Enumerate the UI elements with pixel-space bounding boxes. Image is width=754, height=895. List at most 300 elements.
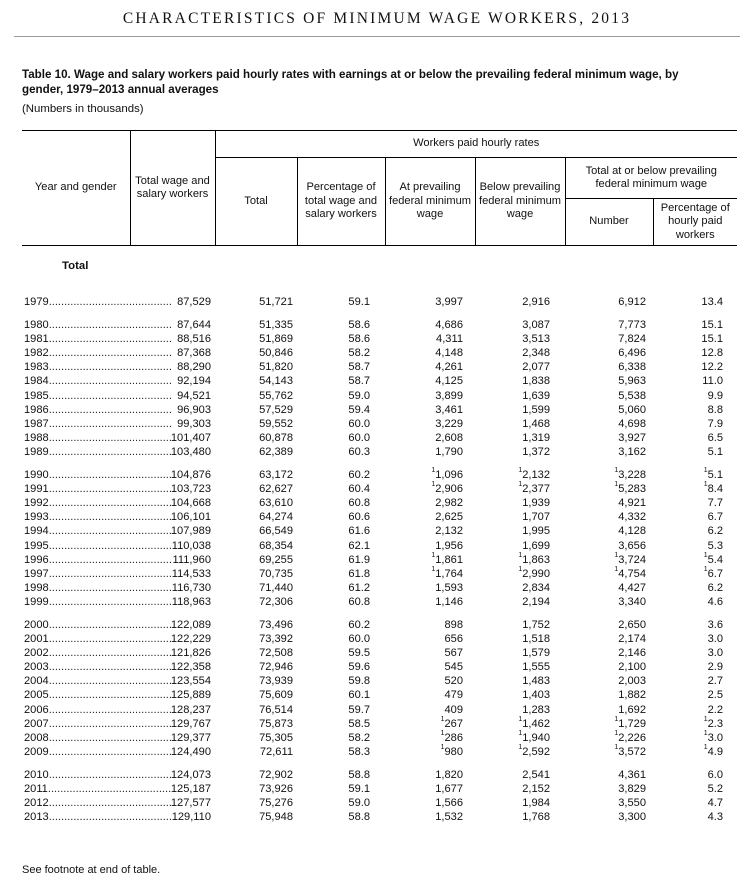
- cell-value: [385, 745, 475, 759]
- cell-number: 2,990: [522, 567, 550, 580]
- cell-number: 4,686: [435, 319, 463, 332]
- cell-value: [565, 403, 653, 417]
- footnote-marker: 1: [440, 743, 445, 751]
- table-row: [22, 674, 737, 688]
- cell-number: 129,767: [170, 717, 211, 730]
- cell-number: 3,340: [618, 595, 646, 608]
- cell-value: [385, 468, 475, 482]
- cell-number: 110,038: [171, 539, 211, 552]
- cell-value: [475, 768, 565, 782]
- cell-number: 60.3: [348, 445, 370, 458]
- cell-value: [653, 374, 737, 388]
- cell-value: [297, 595, 385, 609]
- footnote: See footnote at end of table.: [22, 864, 161, 876]
- year-label: 2013: [24, 811, 49, 824]
- cell-value: [385, 445, 475, 459]
- row-year: [22, 482, 172, 496]
- cell-number: 2,916: [522, 296, 550, 308]
- footnote-marker: 1: [703, 743, 708, 751]
- cell-value: [385, 646, 475, 660]
- footnote-marker: 1: [703, 565, 708, 573]
- header-group-hourly: Workers paid hourly rates: [215, 131, 737, 158]
- row-year: [22, 768, 172, 782]
- header-total: Total: [215, 158, 297, 246]
- leader-dots: ........................................: [48, 703, 172, 716]
- footnote-marker: 1: [431, 481, 436, 489]
- cell-value: [297, 510, 385, 524]
- group-spacer: [22, 286, 737, 295]
- cell-number: 6.7: [707, 567, 724, 580]
- cell-number: 61.9: [348, 553, 370, 566]
- cell-value: [475, 674, 565, 688]
- cell-value: [215, 810, 297, 824]
- cell-value: [653, 553, 737, 567]
- cell-number: 58.5: [348, 717, 370, 730]
- row-year: [22, 360, 172, 374]
- cell-number: 75,305: [259, 731, 293, 744]
- cell-number: 122,358: [170, 661, 211, 674]
- cell-value: [475, 796, 565, 810]
- cell-value: [385, 389, 475, 403]
- table-row: [22, 318, 737, 332]
- cell-value: [297, 318, 385, 332]
- cell-number: 1,677: [435, 783, 463, 795]
- row-year: [22, 703, 172, 717]
- cell-value: [475, 717, 565, 731]
- year-label: 2010: [24, 768, 49, 781]
- cell-number: 58.3: [348, 745, 370, 758]
- cell-number: 1,764: [435, 567, 463, 580]
- cell-number: 1,146: [435, 595, 463, 608]
- year-label: 1991: [24, 483, 49, 496]
- cell-number: 1,984: [522, 797, 550, 810]
- cell-number: 3,997: [435, 296, 463, 308]
- cell-number: 4,921: [618, 497, 646, 510]
- footnote-marker: 1: [614, 743, 619, 751]
- footnote-marker: 1: [703, 467, 708, 475]
- cell-number: 62.1: [348, 539, 370, 552]
- cell-number: 4,361: [618, 768, 646, 781]
- leader-dots: ........................................: [48, 633, 172, 646]
- cell-value: [215, 482, 297, 496]
- cell-value: [297, 468, 385, 482]
- cell-value: [385, 374, 475, 388]
- header-total-wage-salary: Total wage and salary workers: [130, 131, 215, 246]
- cell-value: [297, 810, 385, 824]
- cell-number: 6.2: [707, 581, 724, 594]
- cell-value: [653, 389, 737, 403]
- cell-number: 69,255: [259, 553, 293, 566]
- cell-number: 58.6: [348, 333, 370, 346]
- cell-value: [653, 674, 737, 688]
- row-year: [22, 524, 172, 538]
- cell-value: [653, 567, 737, 581]
- cell-value: [653, 346, 737, 360]
- cell-number: 60.2: [348, 469, 370, 482]
- cell-value: [653, 646, 737, 660]
- table-row: [22, 796, 737, 810]
- cell-value: [475, 482, 565, 496]
- footnote-marker: 1: [518, 729, 523, 737]
- table-row: [22, 468, 737, 482]
- leader-dots: ........................................: [48, 539, 172, 552]
- cell-value: [297, 431, 385, 445]
- cell-number: 3,228: [618, 469, 646, 482]
- cell-number: 59.6: [348, 661, 370, 674]
- cell-value: [565, 660, 653, 674]
- footnote-marker: 1: [614, 481, 619, 489]
- cell-value: [215, 346, 297, 360]
- cell-number: 5,283: [618, 483, 646, 496]
- cell-number: 4,261: [435, 361, 463, 374]
- cell-value: [475, 360, 565, 374]
- cell-number: 129,377: [170, 731, 211, 744]
- year-label: 2003: [24, 661, 49, 674]
- cell-number: 2,650: [618, 618, 646, 631]
- cell-value: [385, 524, 475, 538]
- cell-value: [385, 403, 475, 417]
- cell-number: 92,194: [177, 375, 211, 388]
- cell-value: [653, 731, 737, 745]
- leader-dots: ........................................: [48, 581, 172, 594]
- cell-number: 5.1: [707, 469, 724, 482]
- cell-number: 6.5: [707, 431, 724, 444]
- cell-number: 2,077: [522, 361, 550, 374]
- cell-number: 73,392: [259, 633, 293, 646]
- row-year: [22, 496, 172, 510]
- cell-number: 1,768: [522, 811, 550, 824]
- cell-number: 1,599: [522, 403, 550, 416]
- table-row: [22, 810, 737, 824]
- cell-number: 2,174: [618, 633, 646, 646]
- cell-value: [215, 553, 297, 567]
- cell-value: [653, 510, 737, 524]
- footnote-marker: 1: [518, 565, 523, 573]
- cell-value: [297, 332, 385, 346]
- cell-number: 59.4: [348, 403, 370, 416]
- cell-value: [215, 445, 297, 459]
- cell-number: 1,820: [435, 768, 463, 781]
- cell-value: [565, 417, 653, 431]
- cell-number: 1,518: [522, 633, 550, 646]
- cell-number: 8.4: [707, 483, 724, 496]
- page-header: CHARACTERISTICS OF MINIMUM WAGE WORKERS, 2013: [122, 10, 632, 27]
- row-year: [22, 510, 172, 524]
- row-year: [22, 782, 172, 796]
- cell-value: [297, 782, 385, 796]
- cell-number: 72,611: [259, 745, 293, 758]
- cell-value: [653, 496, 737, 510]
- row-year: [22, 374, 172, 388]
- cell-value: [215, 403, 297, 417]
- cell-number: 2.7: [707, 675, 724, 688]
- cell-number: 1,863: [522, 553, 550, 566]
- cell-number: 59.1: [348, 296, 370, 308]
- cell-number: 60.0: [348, 431, 370, 444]
- cell-value: [653, 539, 737, 553]
- cell-value: [385, 332, 475, 346]
- cell-value: [653, 318, 737, 332]
- row-year: [22, 717, 172, 731]
- leader-dots: ........................................: [48, 497, 172, 510]
- cell-value: [653, 688, 737, 702]
- cell-number: 114,533: [171, 567, 211, 580]
- cell-value: [215, 581, 297, 595]
- cell-value: [297, 660, 385, 674]
- cell-number: 4.7: [707, 797, 724, 810]
- cell-number: 4.9: [707, 745, 724, 758]
- cell-value: [215, 295, 297, 309]
- cell-value: [653, 782, 737, 796]
- cell-number: 60.6: [348, 511, 370, 524]
- footnote-marker: 1: [440, 715, 445, 723]
- cell-value: [475, 731, 565, 745]
- year-label: 2009: [24, 745, 49, 758]
- cell-number: 5,060: [618, 403, 646, 416]
- cell-number: 1,566: [435, 797, 463, 810]
- cell-number: 127,577: [170, 797, 211, 810]
- row-year: [22, 553, 172, 567]
- footnote-marker: 1: [614, 551, 619, 559]
- cell-number: 51,335: [259, 319, 293, 332]
- cell-number: 7.9: [707, 417, 724, 430]
- cell-value: [297, 674, 385, 688]
- row-year: [22, 403, 172, 417]
- cell-value: [475, 782, 565, 796]
- cell-value: [215, 674, 297, 688]
- leader-dots: ........................................: [48, 647, 172, 660]
- table-row: [22, 482, 737, 496]
- cell-value: [565, 295, 653, 309]
- header-pct-hourly: Percentage of hourly paid workers: [653, 199, 737, 246]
- cell-number: 62,627: [259, 483, 293, 496]
- data-table: [22, 130, 737, 824]
- header-group-at-below: Total at or below prevailing federal minimum wage: [565, 158, 737, 199]
- leader-dots: ........................................: [48, 768, 172, 781]
- cell-value: [215, 595, 297, 609]
- cell-number: 980: [444, 745, 463, 758]
- row-year: [22, 595, 172, 609]
- cell-number: 1,838: [522, 375, 550, 388]
- year-label: 2007: [24, 717, 49, 730]
- footnote-marker: 1: [431, 467, 436, 475]
- cell-value: [475, 389, 565, 403]
- cell-number: 7.7: [707, 497, 724, 510]
- cell-value: [297, 646, 385, 660]
- row-year: [22, 688, 172, 702]
- cell-number: 106,101: [170, 511, 211, 524]
- cell-number: 1,790: [435, 445, 463, 458]
- cell-number: 3.6: [707, 618, 724, 631]
- cell-number: 1,532: [435, 811, 463, 824]
- cell-number: 59.1: [348, 783, 370, 795]
- cell-value: [297, 796, 385, 810]
- cell-value: [297, 768, 385, 782]
- cell-value: [297, 618, 385, 632]
- cell-number: 88,516: [177, 333, 211, 346]
- cell-value: [565, 496, 653, 510]
- row-year: [22, 332, 172, 346]
- header-at-min: At prevailing federal minimum wage: [385, 158, 475, 246]
- cell-number: 121,826: [170, 647, 211, 660]
- row-year: [22, 632, 172, 646]
- row-year: [22, 567, 172, 581]
- cell-value: [475, 553, 565, 567]
- table-row: [22, 581, 737, 595]
- cell-value: [385, 660, 475, 674]
- year-label: 2004: [24, 675, 49, 688]
- cell-number: 3,229: [435, 417, 463, 430]
- cell-value: [653, 482, 737, 496]
- cell-number: 4,754: [618, 567, 646, 580]
- cell-number: 60.8: [348, 595, 370, 608]
- cell-value: [475, 745, 565, 759]
- leader-dots: ........................................: [47, 783, 172, 795]
- cell-number: 125,889: [170, 689, 211, 702]
- leader-dots: ........................................: [48, 469, 172, 482]
- cell-number: 59,552: [259, 417, 293, 430]
- cell-value: [215, 567, 297, 581]
- cell-number: 1,319: [522, 431, 550, 444]
- cell-value: [653, 768, 737, 782]
- cell-value: [565, 539, 653, 553]
- footnote-marker: 1: [614, 565, 619, 573]
- cell-number: 1,372: [522, 445, 550, 458]
- cell-number: 107,989: [170, 525, 211, 538]
- cell-value: [475, 646, 565, 660]
- cell-number: 2,226: [618, 731, 646, 744]
- year-label: 1998: [24, 581, 49, 594]
- cell-value: [385, 688, 475, 702]
- cell-number: 58.7: [348, 361, 370, 374]
- cell-number: 2,377: [522, 483, 550, 496]
- cell-number: 2,100: [618, 661, 646, 674]
- cell-number: 1,579: [522, 647, 550, 660]
- cell-value: [653, 295, 737, 309]
- footnote-marker: 1: [518, 715, 523, 723]
- cell-value: [653, 745, 737, 759]
- header-divider: [14, 36, 740, 37]
- cell-value: [475, 403, 565, 417]
- leader-dots: ........................................: [48, 618, 172, 631]
- cell-number: 75,948: [259, 811, 293, 824]
- footnote-marker: 1: [518, 467, 523, 475]
- cell-value: [385, 318, 475, 332]
- cell-number: 2,146: [618, 647, 646, 660]
- table-row: [22, 539, 737, 553]
- cell-number: 1,692: [618, 703, 646, 716]
- cell-number: 60.1: [348, 689, 370, 702]
- cell-value: [385, 703, 475, 717]
- cell-number: 2,982: [435, 497, 463, 510]
- cell-number: 72,306: [259, 595, 293, 608]
- leader-dots: ........................................: [48, 417, 172, 430]
- cell-value: [565, 688, 653, 702]
- cell-number: 11.0: [702, 375, 724, 388]
- cell-value: [475, 510, 565, 524]
- leader-dots: ........................................: [48, 431, 172, 444]
- year-label: 1990: [24, 469, 49, 482]
- cell-value: [653, 403, 737, 417]
- cell-number: 6.0: [707, 768, 724, 781]
- cell-number: 87,644: [177, 319, 211, 332]
- cell-value: [653, 360, 737, 374]
- cell-value: [653, 810, 737, 824]
- year-label: 1997: [24, 567, 49, 580]
- cell-value: [565, 717, 653, 731]
- cell-number: 3,899: [435, 389, 463, 402]
- cell-value: [475, 346, 565, 360]
- table-row: [22, 445, 737, 459]
- cell-number: 70,735: [259, 567, 293, 580]
- table-row: [22, 567, 737, 581]
- cell-value: [653, 445, 737, 459]
- cell-value: [385, 510, 475, 524]
- cell-value: [215, 688, 297, 702]
- cell-value: [653, 524, 737, 538]
- cell-number: 71,440: [259, 581, 293, 594]
- cell-number: 1,699: [522, 539, 550, 552]
- cell-number: 4.6: [707, 595, 724, 608]
- cell-number: 2,132: [522, 469, 550, 482]
- cell-number: 1,861: [435, 553, 463, 566]
- cell-number: 51,869: [259, 333, 293, 346]
- cell-value: [215, 745, 297, 759]
- cell-number: 2,348: [522, 347, 550, 360]
- cell-value: [215, 417, 297, 431]
- cell-number: 4,427: [618, 581, 646, 594]
- footnote-marker: 1: [518, 743, 523, 751]
- cell-number: 122,089: [170, 618, 211, 631]
- cell-number: 51,721: [259, 296, 293, 308]
- header-pct-total: Percentage of total wage and salary workers: [297, 158, 385, 246]
- cell-value: [565, 524, 653, 538]
- leader-dots: ........................................: [48, 375, 172, 388]
- cell-value: [385, 346, 475, 360]
- row-year: [22, 445, 172, 459]
- row-year: [22, 646, 172, 660]
- cell-number: 128,237: [170, 703, 211, 716]
- table-row: [22, 782, 737, 796]
- cell-number: 3,461: [435, 403, 463, 416]
- cell-number: 2,541: [522, 768, 550, 781]
- cell-value: [653, 632, 737, 646]
- footnote-marker: 1: [518, 481, 523, 489]
- cell-number: 101,407: [170, 431, 211, 444]
- leader-dots: ........................................: [48, 553, 172, 566]
- cell-value: [215, 539, 297, 553]
- cell-value: [297, 403, 385, 417]
- leader-dots: ........................................: [48, 717, 172, 730]
- cell-number: 3.0: [707, 633, 724, 646]
- cell-number: 116,730: [171, 581, 211, 594]
- table-row: [22, 745, 737, 759]
- cell-number: 58.6: [348, 319, 370, 332]
- footnote-marker: 1: [703, 715, 708, 723]
- cell-value: [565, 782, 653, 796]
- table-row: [22, 646, 737, 660]
- cell-value: [385, 674, 475, 688]
- year-label: 1994: [24, 525, 49, 538]
- cell-value: [297, 346, 385, 360]
- cell-number: 5.4: [707, 553, 724, 566]
- cell-value: [385, 782, 475, 796]
- cell-number: 2,625: [435, 511, 463, 524]
- cell-value: [475, 417, 565, 431]
- cell-value: [475, 374, 565, 388]
- row-year: [22, 674, 172, 688]
- cell-value: [215, 318, 297, 332]
